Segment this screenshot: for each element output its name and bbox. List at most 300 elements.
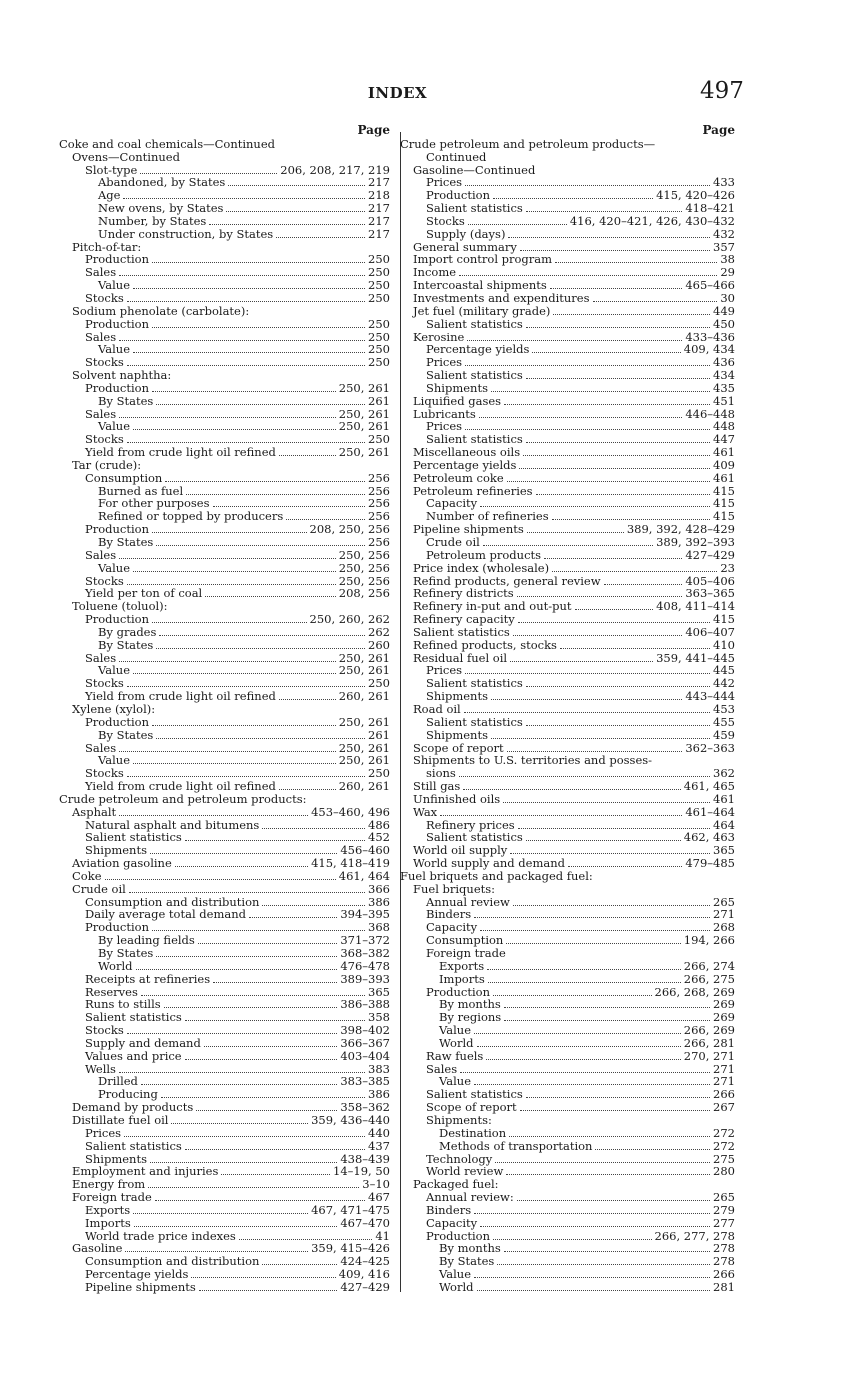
leader-dots xyxy=(504,396,710,405)
leader-dots xyxy=(480,498,710,507)
entry-pages: 461 xyxy=(713,470,735,485)
leader-dots xyxy=(526,717,710,726)
entry-label: By States xyxy=(98,727,154,742)
entry-label: Sales xyxy=(85,329,117,344)
index-entry xyxy=(59,729,390,742)
entry-label: Tar (crude): xyxy=(72,457,142,472)
entry-label: Value xyxy=(439,1074,471,1089)
leader-dots xyxy=(185,832,365,841)
entry-pages: 436 xyxy=(713,355,735,370)
entry-label: Refinery districts xyxy=(413,586,514,601)
entry-pages: 266 xyxy=(713,1267,735,1282)
entry-label: Employment and injuries xyxy=(72,1164,219,1179)
leader-dots xyxy=(171,602,387,610)
index-entry xyxy=(413,883,735,896)
index-entry xyxy=(59,870,390,883)
index-entry xyxy=(59,780,390,793)
entry-pages: 459 xyxy=(713,727,735,742)
leader-dots xyxy=(134,1218,338,1227)
leader-dots xyxy=(152,614,307,623)
entry-pages: 359, 436–440 xyxy=(311,1112,390,1127)
column-heading-page: Page xyxy=(702,123,735,137)
index-entry xyxy=(413,215,735,228)
index-entry xyxy=(413,472,735,485)
leader-dots xyxy=(518,820,710,829)
entry-label: Prices xyxy=(85,1125,122,1140)
index-entry xyxy=(59,536,390,549)
leader-dots xyxy=(459,267,717,276)
entry-pages: 218 xyxy=(368,188,390,203)
entry-label: Sales xyxy=(85,547,117,562)
entry-pages: 250 xyxy=(368,316,390,331)
leader-dots xyxy=(279,781,336,790)
index-entry xyxy=(59,1204,390,1217)
leader-dots xyxy=(560,640,710,649)
entry-pages: 465–466 xyxy=(685,278,735,293)
leader-dots xyxy=(279,447,336,456)
entry-pages: 365 xyxy=(713,843,735,858)
entry-pages: 271 xyxy=(713,1061,735,1076)
entry-label: Salient statistics xyxy=(426,1087,523,1102)
leader-dots xyxy=(262,897,365,906)
entry-pages: 250, 256 xyxy=(338,560,390,575)
entry-label: Prices xyxy=(426,175,463,190)
entry-pages: 266, 277, 278 xyxy=(654,1228,735,1243)
entry-label: Shipments: xyxy=(426,1112,492,1127)
column-heading-page: Page xyxy=(357,123,390,137)
entry-label: By States xyxy=(98,393,154,408)
entry-pages: 452 xyxy=(368,830,390,845)
leader-dots xyxy=(164,999,338,1008)
leader-dots xyxy=(133,665,336,674)
leader-dots xyxy=(198,935,338,944)
entry-label: Production xyxy=(85,612,149,627)
entry-label: Still gas xyxy=(413,779,461,794)
index-entry xyxy=(413,1127,735,1140)
entry-pages: 464 xyxy=(713,817,735,832)
leader-dots xyxy=(152,717,336,726)
leader-dots xyxy=(276,229,365,238)
index-entry xyxy=(59,639,390,652)
entry-label: Capacity xyxy=(426,496,478,511)
entry-pages: 450 xyxy=(713,316,735,331)
leader-dots xyxy=(504,1012,710,1021)
entry-pages: 250, 261 xyxy=(338,419,390,434)
leader-dots xyxy=(553,306,710,315)
entry-pages: 456–460 xyxy=(340,843,390,858)
leader-dots xyxy=(506,1166,710,1175)
index-entry xyxy=(59,472,390,485)
leader-dots xyxy=(278,140,387,148)
entry-pages: 250, 261 xyxy=(338,714,390,729)
entry-label: Production xyxy=(85,252,149,267)
leader-dots xyxy=(144,461,387,469)
entry-label: Salient statistics xyxy=(85,830,182,845)
leader-dots xyxy=(127,678,365,687)
entry-pages: 272 xyxy=(713,1138,735,1153)
entry-pages: 432 xyxy=(713,226,735,241)
entry-label: By States xyxy=(98,946,154,960)
entry-pages: 250 xyxy=(368,252,390,267)
entry-pages: 256 xyxy=(368,496,390,511)
entry-label: Shipments xyxy=(426,727,488,742)
entry-label: Destination xyxy=(439,1125,507,1140)
leader-dots xyxy=(123,190,365,199)
leader-dots xyxy=(464,704,710,713)
entry-pages: 217 xyxy=(368,175,390,190)
index-entry xyxy=(59,1281,390,1294)
entry-label: Gasoline xyxy=(72,1241,123,1256)
leader-dots xyxy=(119,653,336,662)
index-entry xyxy=(413,1217,735,1230)
entry-pages: 415 xyxy=(713,496,735,511)
entry-pages: 434 xyxy=(713,368,735,383)
entry-pages: 371–372 xyxy=(340,933,390,948)
entry-label: Receipts at refineries xyxy=(85,971,211,986)
index-entry xyxy=(413,1204,735,1217)
entry-label: Sales xyxy=(85,265,117,280)
index-entry xyxy=(59,793,390,806)
leader-dots xyxy=(517,588,683,597)
entry-label: Refind products, general review xyxy=(413,573,601,588)
index-entry xyxy=(59,806,390,819)
leader-dots xyxy=(119,550,336,559)
index-entry xyxy=(413,253,735,266)
entry-pages: 461 xyxy=(713,791,735,806)
entry-label: Toluene (toluol): xyxy=(72,599,168,614)
leader-dots xyxy=(495,1116,732,1124)
entry-pages: 433 xyxy=(713,175,735,190)
entry-label: Shipments xyxy=(85,1151,147,1166)
entry-label: World xyxy=(439,1035,474,1050)
leader-dots xyxy=(498,885,732,893)
entry-pages: 250 xyxy=(368,676,390,691)
index-entry xyxy=(413,305,735,318)
leader-dots xyxy=(148,1179,359,1188)
entry-label: Production xyxy=(85,522,149,537)
entry-pages: 260, 261 xyxy=(338,779,390,794)
entry-label: By grades xyxy=(98,624,157,639)
leader-dots xyxy=(463,781,680,790)
index-entry xyxy=(413,626,735,639)
entry-label: Value xyxy=(439,1267,471,1282)
entry-pages: 442 xyxy=(713,676,735,691)
leader-dots xyxy=(491,730,710,739)
entry-label: Consumption and distribution xyxy=(85,894,260,909)
entry-label: Refinery capacity xyxy=(413,612,515,627)
leader-dots xyxy=(136,961,338,970)
entry-label: Crude oil xyxy=(426,535,480,549)
leader-dots xyxy=(507,743,683,752)
entry-label: Prices xyxy=(426,419,463,434)
leader-dots xyxy=(593,293,718,302)
entry-pages: 266 xyxy=(713,1087,735,1102)
entry-label: Pitch-of-tar: xyxy=(72,239,142,254)
entry-pages: 476–478 xyxy=(340,958,390,973)
leader-dots xyxy=(493,190,653,199)
index-entry xyxy=(413,1268,735,1281)
leader-dots xyxy=(141,1076,337,1085)
entry-pages: 266, 275 xyxy=(683,971,735,986)
entry-pages: 383 xyxy=(368,1061,390,1076)
leader-dots xyxy=(152,254,365,263)
index-entry xyxy=(413,1050,735,1063)
leader-dots xyxy=(185,1051,338,1060)
entry-label: Import control program xyxy=(413,252,553,267)
leader-dots xyxy=(127,1025,338,1034)
leader-dots xyxy=(156,948,337,957)
entry-label: Unfinished oils xyxy=(413,791,501,806)
entry-label: Stocks xyxy=(426,213,465,228)
leader-dots xyxy=(119,1064,365,1073)
entry-pages: 261 xyxy=(368,727,390,742)
leader-dots xyxy=(191,1269,335,1278)
entry-pages: 217 xyxy=(368,201,390,216)
entry-pages: 256 xyxy=(368,483,390,498)
entry-pages: 250 xyxy=(368,342,390,357)
entry-label: Production xyxy=(426,984,490,999)
entry-pages: 435 xyxy=(713,380,735,395)
entry-pages: 418–421 xyxy=(685,201,735,216)
entry-label: Values and price xyxy=(85,1048,182,1063)
entry-pages: 386–388 xyxy=(340,997,390,1012)
leader-dots xyxy=(527,524,624,533)
index-entry xyxy=(413,780,735,793)
index-entry xyxy=(59,1140,390,1153)
leader-dots xyxy=(205,588,336,597)
leader-dots xyxy=(204,1038,338,1047)
leader-dots xyxy=(497,1256,710,1265)
entry-pages: 415 xyxy=(713,483,735,498)
entry-label: Liquified gases xyxy=(413,393,502,408)
entry-pages: 461 xyxy=(713,445,735,460)
entry-label: Energy from xyxy=(72,1177,146,1192)
entry-pages: 268 xyxy=(713,920,735,935)
entry-pages: 357 xyxy=(713,239,735,254)
index-entry xyxy=(413,228,735,241)
leader-dots xyxy=(440,807,682,816)
leader-dots xyxy=(119,409,336,418)
entry-pages: 275 xyxy=(713,1151,735,1166)
leader-dots xyxy=(518,614,710,623)
entry-pages: 408, 411–414 xyxy=(656,599,735,614)
entry-label: Refinery in-put and out-put xyxy=(413,599,572,614)
entry-pages: 437 xyxy=(368,1138,390,1153)
leader-dots xyxy=(520,1102,710,1111)
entry-pages: 386 xyxy=(368,1087,390,1102)
leader-dots xyxy=(133,1205,308,1214)
entry-label: Refined or topped by producers xyxy=(98,509,284,524)
entry-label: Price index (wholesale) xyxy=(413,560,550,575)
entry-label: Daily average total demand xyxy=(85,907,246,922)
leader-dots xyxy=(465,177,710,186)
entry-label: World xyxy=(439,1279,474,1294)
entry-pages: 217 xyxy=(368,213,390,228)
entry-label: Production xyxy=(85,714,149,729)
entry-pages: 389–393 xyxy=(340,971,390,986)
leader-dots xyxy=(509,1128,710,1137)
entry-label: Fuel briquets and packaged fuel: xyxy=(400,868,593,883)
entry-pages: 433–436 xyxy=(685,329,735,344)
entry-label: World xyxy=(98,958,133,973)
leader-dots xyxy=(526,434,710,443)
leader-dots xyxy=(133,755,336,764)
leader-dots xyxy=(489,153,732,161)
leader-dots xyxy=(156,396,365,405)
entry-label: Shipments xyxy=(85,843,147,858)
leader-dots xyxy=(477,1282,711,1291)
entry-pages: 250, 256 xyxy=(338,573,390,588)
entry-label: Salient statistics xyxy=(413,624,510,639)
leader-dots xyxy=(165,473,365,482)
entry-label: Value xyxy=(98,278,130,293)
leader-dots xyxy=(127,768,365,777)
index-column-right xyxy=(400,123,735,1294)
entry-label: Stocks xyxy=(85,766,124,781)
leader-dots xyxy=(141,987,365,996)
entry-label: Solvent naphtha: xyxy=(72,368,172,383)
leader-dots xyxy=(510,653,653,662)
entry-pages: 270, 271 xyxy=(683,1048,735,1063)
leader-dots xyxy=(209,216,365,225)
entry-label: By States xyxy=(98,637,154,652)
entry-label: Technology xyxy=(426,1151,493,1166)
entry-pages: 217 xyxy=(368,226,390,241)
entry-label: Salient statistics xyxy=(426,201,523,216)
leader-dots xyxy=(152,524,307,533)
leader-dots xyxy=(507,473,710,482)
entry-label: Pipeline shipments xyxy=(85,1279,196,1294)
leader-dots xyxy=(536,486,710,495)
leader-dots xyxy=(155,1192,365,1201)
entry-pages: 262 xyxy=(368,624,390,639)
entry-label: Production xyxy=(85,380,149,395)
entry-pages: 250, 261 xyxy=(338,753,390,768)
entry-label: Natural asphalt and bitumens xyxy=(85,817,260,832)
index-entry xyxy=(59,446,390,459)
entry-label: Wax xyxy=(413,804,438,819)
entry-pages: 278 xyxy=(713,1241,735,1256)
index-entry xyxy=(59,138,390,151)
leader-dots xyxy=(156,640,365,649)
entry-label: Under construction, by States xyxy=(98,226,274,241)
entry-label: World supply and demand xyxy=(413,856,565,871)
entry-label: Yield per ton of coal xyxy=(85,586,203,601)
entry-label: Demand by products xyxy=(72,1100,194,1115)
entry-label: Stocks xyxy=(85,1023,124,1038)
entry-pages: 389, 392, 428–429 xyxy=(626,522,735,537)
entry-label: Fuel briquets: xyxy=(413,881,496,896)
index-entry xyxy=(59,549,390,562)
leader-dots xyxy=(127,293,365,302)
entry-pages: 409 xyxy=(713,457,735,472)
entry-pages: 386 xyxy=(368,894,390,909)
leader-dots xyxy=(150,1154,337,1163)
entry-pages: 269 xyxy=(713,997,735,1012)
entry-pages: 280 xyxy=(713,1164,735,1179)
entry-label: Production xyxy=(85,316,149,331)
entry-pages: 277 xyxy=(713,1215,735,1230)
entry-pages: 405–406 xyxy=(685,573,735,588)
entry-pages: 250 xyxy=(368,290,390,305)
leader-dots xyxy=(213,498,366,507)
entry-pages: 462, 463 xyxy=(683,830,735,845)
entry-label: Petroleum products xyxy=(426,547,542,562)
leader-dots xyxy=(526,1089,710,1098)
leader-dots xyxy=(185,1141,365,1150)
entry-label: Scope of report xyxy=(413,740,504,755)
entry-label: Continued xyxy=(426,149,487,164)
index-entry xyxy=(59,369,390,382)
leader-dots xyxy=(480,922,710,931)
column-divider xyxy=(400,132,401,1292)
leader-dots xyxy=(171,1115,308,1124)
entry-pages: 455 xyxy=(713,714,735,729)
entry-label: Number of refineries xyxy=(426,509,549,524)
leader-dots xyxy=(310,795,387,803)
leader-dots xyxy=(480,1218,710,1227)
running-head-title: INDEX xyxy=(367,84,428,102)
leader-dots xyxy=(552,511,710,520)
index-entry xyxy=(413,703,735,716)
leader-dots xyxy=(262,1256,337,1265)
leader-dots xyxy=(465,421,710,430)
entry-pages: 427–429 xyxy=(685,547,735,562)
leader-dots xyxy=(474,1205,710,1214)
index-entry xyxy=(59,857,390,870)
entry-label: Abandoned, by States xyxy=(98,175,226,190)
index-entry xyxy=(59,318,390,331)
leader-dots xyxy=(510,845,710,854)
leader-dots xyxy=(468,216,567,225)
entry-pages: 467–470 xyxy=(340,1215,390,1230)
index-entry xyxy=(413,318,735,331)
index-entry xyxy=(413,960,735,973)
entry-label: Yield from crude light oil refined xyxy=(85,779,276,794)
entry-list xyxy=(59,138,390,1294)
leader-dots xyxy=(119,332,365,341)
entry-pages: 368–382 xyxy=(340,946,390,960)
leader-dots xyxy=(150,845,337,854)
entry-pages: 260 xyxy=(368,637,390,652)
entry-pages: 208, 250, 256 xyxy=(309,522,390,537)
leader-dots xyxy=(495,1154,710,1163)
leader-dots xyxy=(129,884,365,893)
entry-pages: 415, 418–419 xyxy=(311,856,390,871)
entry-pages: 206, 208, 217, 219 xyxy=(280,162,390,177)
entry-label: Crude petroleum and petroleum products— xyxy=(400,136,656,151)
leader-dots xyxy=(144,243,387,251)
index-entry xyxy=(59,202,390,215)
entry-pages: 461–464 xyxy=(685,804,735,819)
leader-dots xyxy=(513,627,683,636)
entry-pages: 443–444 xyxy=(685,689,735,704)
leader-dots xyxy=(491,691,682,700)
entry-label: Intercoastal shipments xyxy=(413,278,547,293)
entry-pages: 383–385 xyxy=(340,1074,390,1089)
leader-dots xyxy=(465,357,710,366)
index-entry xyxy=(59,1114,390,1127)
entry-label: Packaged fuel: xyxy=(413,1177,499,1192)
leader-dots xyxy=(506,935,680,944)
leader-dots xyxy=(226,203,365,212)
entry-label: Runs to stills xyxy=(85,997,161,1012)
leader-dots xyxy=(174,371,387,379)
index-entry xyxy=(413,292,735,305)
entry-label: Imports xyxy=(85,1215,131,1230)
leader-dots xyxy=(156,537,365,546)
entry-label: Xylene (xylol): xyxy=(72,701,156,716)
